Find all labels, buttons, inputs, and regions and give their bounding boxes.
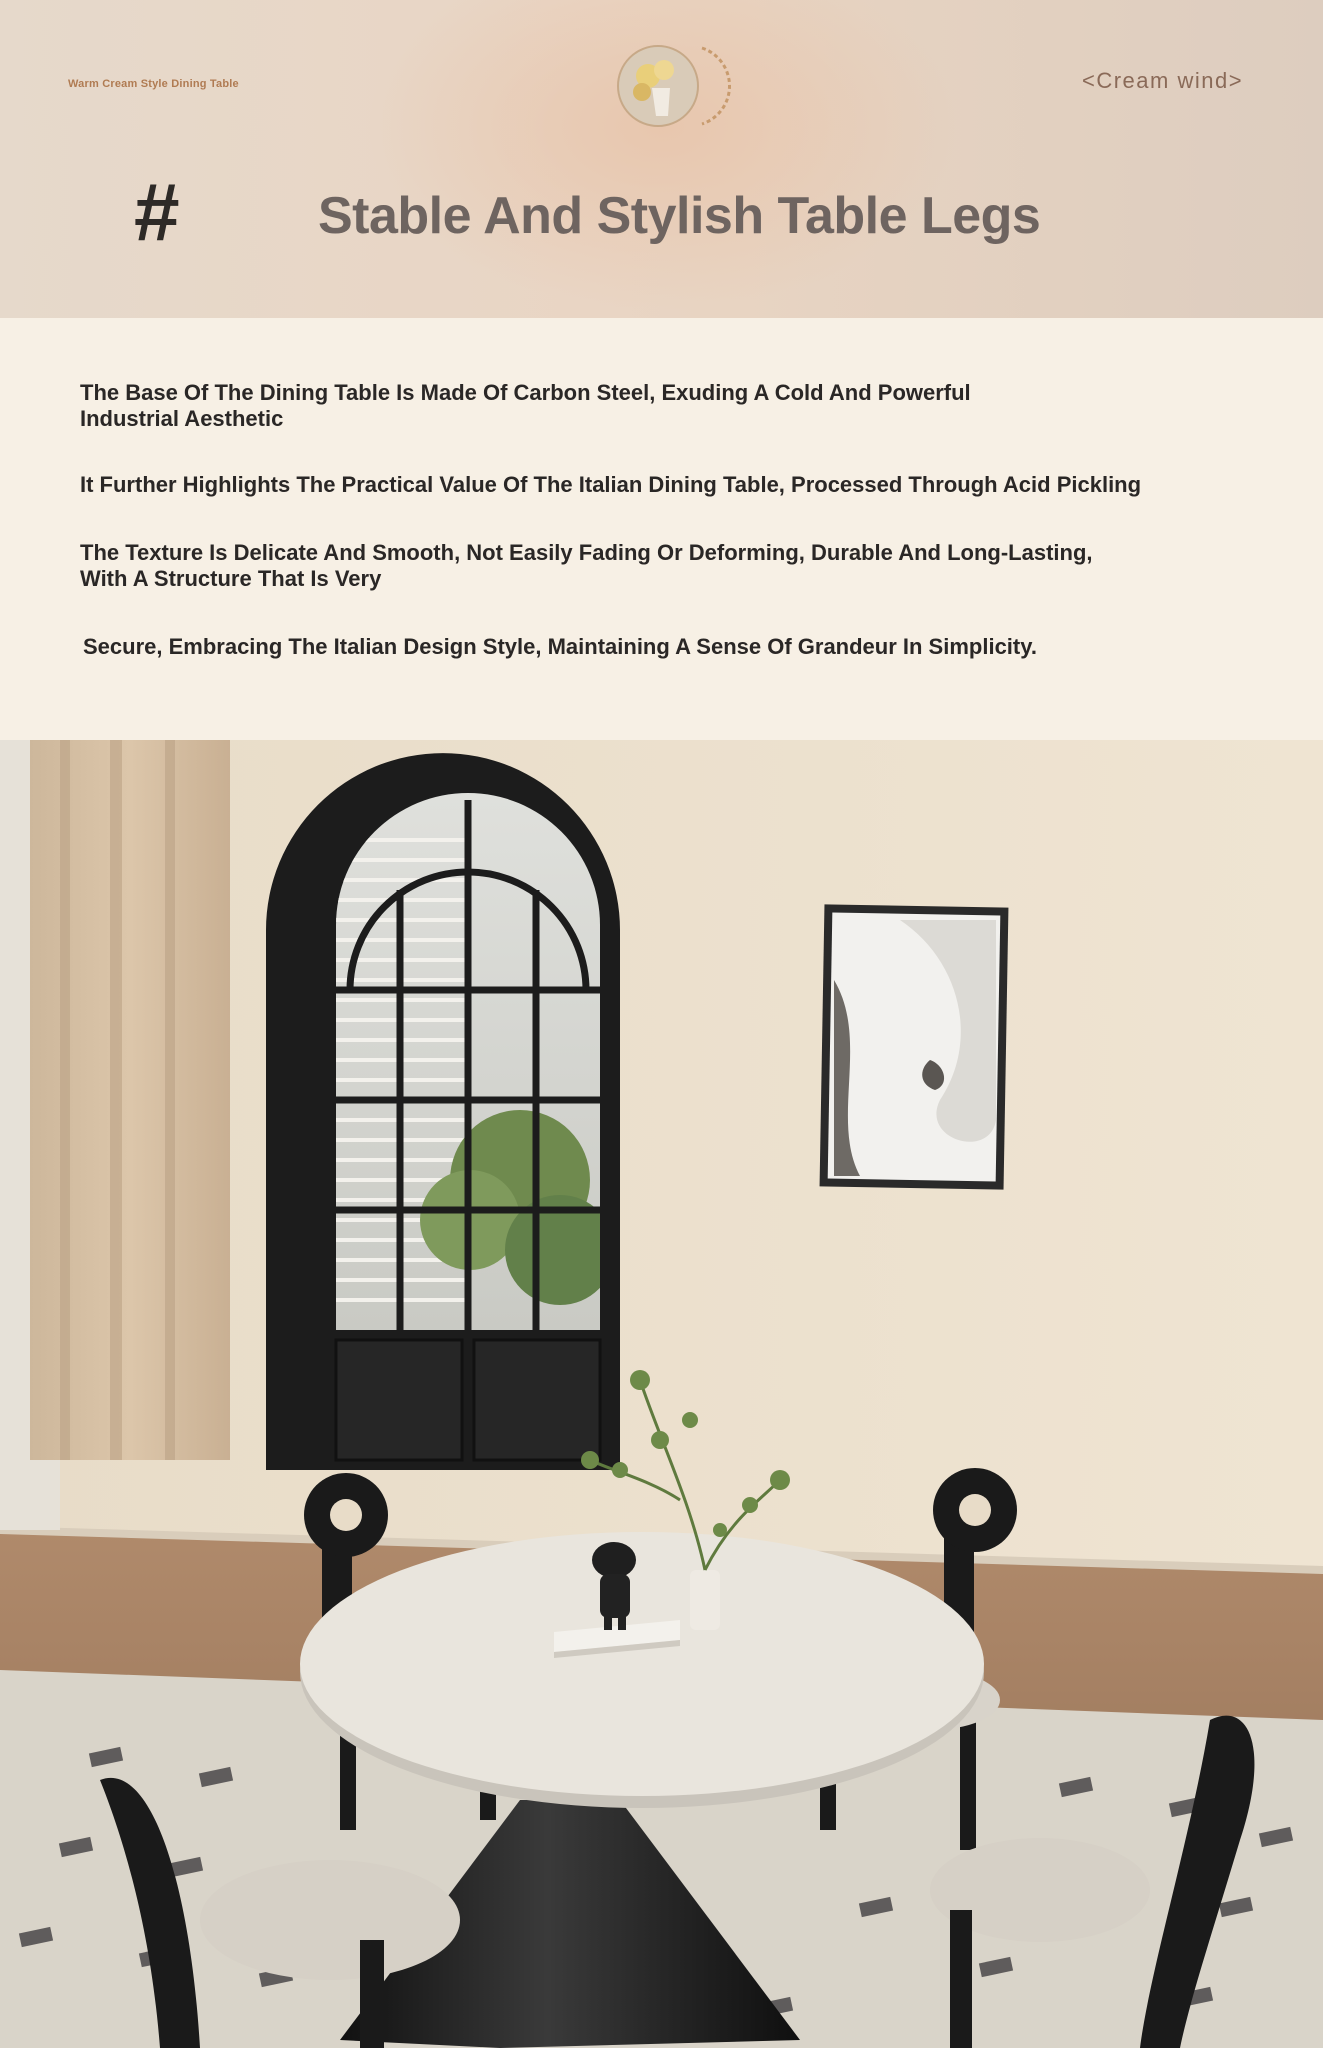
description-paragraph (80, 380, 1240, 432)
brand-subtitle: Warm Cream Style Dining Table (68, 78, 239, 90)
paragraph-line: It Further Highlights The Practical Value Of The Italian Dining Table, Processed Through Acid Pickling (80, 472, 1142, 497)
flower-vase-logo-icon (612, 40, 760, 130)
paragraph-line: The Base Of The Dining Table Is Made Of Carbon Steel, Exuding A Cold And Powerful (80, 380, 971, 405)
description-paragraph (80, 472, 1240, 498)
paragraph-line: The Texture Is Delicate And Smooth, Not Easily Fading Or Deforming, Durable And Long-Lasting, (80, 540, 1093, 565)
hash-symbol: # (134, 167, 180, 258)
description-paragraph (83, 634, 1243, 660)
paragraph-line: With A Structure That Is Very (80, 566, 382, 591)
curtains (0, 740, 230, 1530)
wall-artwork (820, 904, 1009, 1189)
paragraph-line: Industrial Aesthetic (80, 406, 284, 431)
dining-room-photo (0, 740, 1323, 2048)
section-title: Stable And Stylish Table Legs (318, 187, 1041, 245)
header-banner (0, 0, 1323, 318)
description-paragraph (80, 540, 1240, 592)
paragraph-line: Secure, Embracing The Italian Design Style, Maintaining A Sense Of Grandeur In Simplicity. (83, 634, 1037, 659)
description-block (0, 318, 1323, 740)
arched-door (266, 753, 620, 1470)
cream-wind-tag: <Cream wind> (1082, 68, 1244, 93)
